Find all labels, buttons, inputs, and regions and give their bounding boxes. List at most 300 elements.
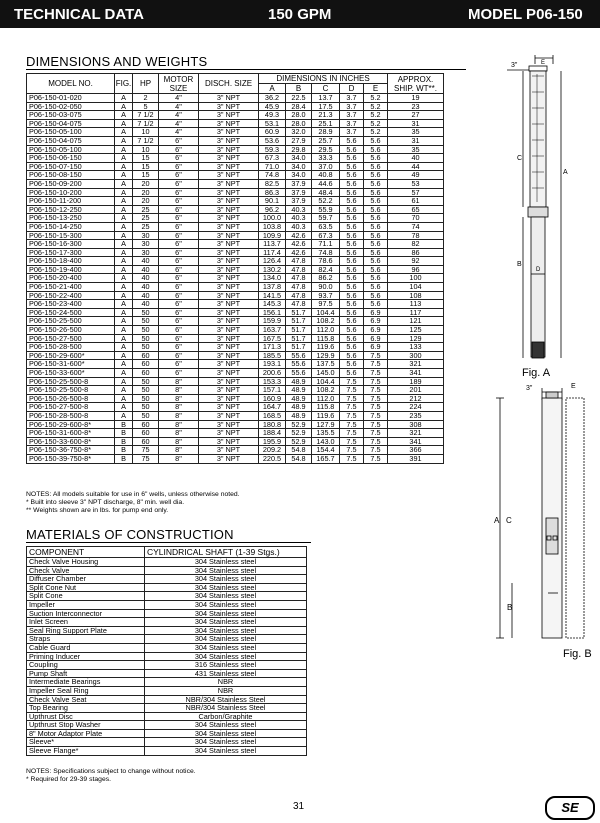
table-cell: 36.2 — [259, 94, 286, 103]
table-cell: A — [115, 274, 133, 283]
table-cell: P06-150-14-250 — [27, 222, 115, 231]
table-cell: 35 — [388, 128, 444, 137]
table-cell: 304 Stainless steel — [145, 600, 307, 609]
table-cell: P06-150-21-400 — [27, 283, 115, 292]
table-cell: 5.6 — [364, 240, 388, 249]
table-cell: 6" — [159, 136, 199, 145]
table-cell: 28.4 — [286, 102, 312, 111]
table-cell: P06-150-31-600-8* — [27, 429, 115, 438]
table-cell: 4" — [159, 111, 199, 120]
table-cell: 3" NPT — [199, 119, 259, 128]
table-row — [27, 600, 307, 609]
table-cell: 50 — [133, 411, 159, 420]
table-cell: P06-150-08-150 — [27, 171, 115, 180]
dimensions-notes — [26, 491, 240, 515]
table-cell: 23 — [388, 102, 444, 111]
table-cell: 5.2 — [364, 94, 388, 103]
table-cell: 126.4 — [259, 257, 286, 266]
table-cell: 6" — [159, 248, 199, 257]
table-cell: NBR/304 Stainless Steel — [145, 704, 307, 713]
table-cell: 50 — [133, 377, 159, 386]
table-cell: 50 — [133, 386, 159, 395]
table-cell: 50 — [133, 334, 159, 343]
table-cell: 34.0 — [286, 171, 312, 180]
table-cell: 34.0 — [286, 162, 312, 171]
table-row — [27, 334, 444, 343]
table-cell: 5.6 — [340, 222, 364, 231]
table-cell: A — [115, 111, 133, 120]
table-row — [27, 429, 444, 438]
table-cell: P06-150-05-100 — [27, 145, 115, 154]
table-cell: 5.6 — [340, 214, 364, 223]
table-cell: P06-150-11-200 — [27, 197, 115, 206]
table-row — [27, 265, 444, 274]
table-cell: 3" NPT — [199, 446, 259, 455]
table-row — [27, 222, 444, 231]
table-row — [27, 111, 444, 120]
table-cell: 97.5 — [312, 300, 340, 309]
table-cell: 61 — [388, 197, 444, 206]
table-cell: 3.7 — [340, 111, 364, 120]
table-cell: 51.7 — [286, 334, 312, 343]
table-cell: 5.6 — [364, 154, 388, 163]
table-cell: 20 — [133, 188, 159, 197]
table-cell: 52.9 — [286, 437, 312, 446]
fig-a-label: Fig. A — [522, 367, 551, 379]
table-cell: 7.5 — [364, 360, 388, 369]
table-cell: P06-150-09-200 — [27, 179, 115, 188]
table-cell: 60 — [133, 369, 159, 378]
table-cell: 224 — [388, 403, 444, 412]
table-cell: P06-150-23-400 — [27, 300, 115, 309]
table-cell: 3" NPT — [199, 231, 259, 240]
col-d: D — [340, 84, 364, 94]
table-row — [27, 661, 307, 670]
table-cell: 304 Stainless steel — [145, 738, 307, 747]
table-cell: 7.5 — [364, 386, 388, 395]
table-cell: 40.3 — [286, 205, 312, 214]
table-cell: 52.9 — [286, 429, 312, 438]
table-cell: 188.4 — [259, 429, 286, 438]
fig-a-3in-label: 3" — [511, 62, 518, 69]
table-cell: 125 — [388, 326, 444, 335]
table-cell: P06-150-17-300 — [27, 248, 115, 257]
table-cell: 30 — [133, 231, 159, 240]
table-cell: Impeller — [27, 600, 145, 609]
table-cell: 137.5 — [312, 360, 340, 369]
table-cell: 100 — [388, 274, 444, 283]
table-cell: 117.4 — [259, 248, 286, 257]
table-cell: 10 — [133, 128, 159, 137]
table-cell: 74.8 — [312, 248, 340, 257]
table-cell: 304 Stainless steel — [145, 652, 307, 661]
table-cell: 167.5 — [259, 334, 286, 343]
table-cell: P06-150-33-600-8* — [27, 437, 115, 446]
table-row — [27, 240, 444, 249]
table-cell: 6" — [159, 283, 199, 292]
table-cell: 6" — [159, 171, 199, 180]
table-cell: 6" — [159, 351, 199, 360]
table-cell: A — [115, 394, 133, 403]
table-cell: 27 — [388, 111, 444, 120]
table-cell: 60 — [133, 420, 159, 429]
table-cell: 7.5 — [364, 377, 388, 386]
table-cell: Suction Interconnector — [27, 609, 145, 618]
table-cell: 153.3 — [259, 377, 286, 386]
table-cell: 8" Motor Adaptor Plate — [27, 729, 145, 738]
table-cell: 6" — [159, 162, 199, 171]
table-cell: 13.7 — [312, 94, 340, 103]
table-cell: A — [115, 145, 133, 154]
table-cell: 5.6 — [340, 334, 364, 343]
table-cell: 220.5 — [259, 454, 286, 463]
table-cell: 42.6 — [286, 240, 312, 249]
table-cell: A — [115, 334, 133, 343]
table-cell: 165.7 — [312, 454, 340, 463]
table-cell: 3" NPT — [199, 179, 259, 188]
table-row — [27, 128, 444, 137]
table-cell: 119.6 — [312, 411, 340, 420]
table-cell: 304 Stainless steel — [145, 609, 307, 618]
dimensions-note: ** Weights shown are in lbs. for pump end only. — [26, 507, 169, 514]
table-cell: 3" NPT — [199, 437, 259, 446]
table-cell: 40 — [133, 283, 159, 292]
table-cell: 74 — [388, 222, 444, 231]
table-cell: 15 — [133, 171, 159, 180]
table-cell: 8" — [159, 377, 199, 386]
table-cell: Sleeve Flange* — [27, 747, 145, 756]
table-cell: 51.7 — [286, 326, 312, 335]
table-row — [27, 300, 444, 309]
table-cell: 5.6 — [340, 265, 364, 274]
table-cell: 40.3 — [286, 214, 312, 223]
fig-b-label: Fig. B — [563, 648, 592, 660]
table-cell: 75 — [133, 454, 159, 463]
table-cell: 17.5 — [312, 102, 340, 111]
table-cell: 7.5 — [340, 386, 364, 395]
table-row — [27, 343, 444, 352]
table-cell: 25 — [133, 214, 159, 223]
table-cell: 3" NPT — [199, 274, 259, 283]
table-cell: 96.2 — [259, 205, 286, 214]
table-cell: 90.1 — [259, 197, 286, 206]
table-cell: 5.6 — [364, 145, 388, 154]
table-cell: 78.6 — [312, 257, 340, 266]
table-cell: 40 — [133, 265, 159, 274]
table-cell: 3" NPT — [199, 326, 259, 335]
table-cell: 5.6 — [340, 283, 364, 292]
table-cell: 48.4 — [312, 188, 340, 197]
table-row — [27, 360, 444, 369]
table-cell: 6" — [159, 205, 199, 214]
table-cell: Check Valve Seat — [27, 695, 145, 704]
table-cell: 5.6 — [340, 197, 364, 206]
table-cell: 25 — [133, 222, 159, 231]
table-cell: 48.9 — [286, 394, 312, 403]
table-cell: 304 Stainless steel — [145, 558, 307, 567]
fig-b-3in-label: 3" — [526, 385, 533, 392]
table-cell: A — [115, 343, 133, 352]
table-cell: P06-150-15-300 — [27, 231, 115, 240]
table-cell: 5.6 — [364, 274, 388, 283]
col-model: MODEL NO. — [27, 74, 115, 94]
table-row — [27, 592, 307, 601]
table-cell: 3" NPT — [199, 154, 259, 163]
table-cell: 8" — [159, 437, 199, 446]
table-cell: 5.6 — [340, 205, 364, 214]
table-cell: 3" NPT — [199, 162, 259, 171]
table-cell: 304 Stainless steel — [145, 566, 307, 575]
table-cell: P06-150-29-600-8* — [27, 420, 115, 429]
table-cell: Check Valve — [27, 566, 145, 575]
table-cell: 3.7 — [340, 128, 364, 137]
table-row — [27, 626, 307, 635]
table-cell: 235 — [388, 411, 444, 420]
table-cell: 3" NPT — [199, 171, 259, 180]
table-cell: 10 — [133, 145, 159, 154]
table-cell: A — [115, 231, 133, 240]
table-cell: 3" NPT — [199, 377, 259, 386]
table-cell: 82 — [388, 240, 444, 249]
table-cell: 108.2 — [312, 317, 340, 326]
table-cell: P06-150-26-500 — [27, 326, 115, 335]
table-row — [27, 145, 444, 154]
table-cell: P06-150-25-500-8 — [27, 377, 115, 386]
table-cell: 145.3 — [259, 300, 286, 309]
table-cell: 48.9 — [286, 403, 312, 412]
table-cell: P06-150-01-020 — [27, 94, 115, 103]
table-cell: 44 — [388, 162, 444, 171]
table-cell: 71.0 — [259, 162, 286, 171]
table-cell: 6" — [159, 317, 199, 326]
table-row — [27, 377, 444, 386]
table-cell: 113.7 — [259, 240, 286, 249]
table-cell: 3" NPT — [199, 454, 259, 463]
table-cell: 5.6 — [364, 283, 388, 292]
table-cell: 7 1/2 — [133, 111, 159, 120]
table-cell: A — [115, 291, 133, 300]
dimensions-note: * Built into sleeve 3" NPT discharge, 8" min. well dia. — [26, 499, 185, 506]
table-cell: 3" NPT — [199, 240, 259, 249]
table-cell: 45.9 — [259, 102, 286, 111]
table-cell: 6.9 — [364, 334, 388, 343]
table-cell: A — [115, 240, 133, 249]
table-cell: 300 — [388, 351, 444, 360]
table-cell: 304 Stainless steel — [145, 721, 307, 730]
table-cell: 47.8 — [286, 291, 312, 300]
table-cell: 52.2 — [312, 197, 340, 206]
table-cell: 7.5 — [340, 411, 364, 420]
table-cell: 5.2 — [364, 119, 388, 128]
table-cell: 3" NPT — [199, 248, 259, 257]
table-cell: 8" — [159, 386, 199, 395]
header-model: MODEL P06-150 — [468, 6, 583, 23]
table-cell: 8" — [159, 403, 199, 412]
table-cell: Carbon/Graphite — [145, 712, 307, 721]
table-cell: 8" — [159, 454, 199, 463]
table-cell: 7.5 — [364, 446, 388, 455]
table-cell: 50 — [133, 394, 159, 403]
table-cell: 20 — [133, 197, 159, 206]
table-cell: 5.6 — [340, 360, 364, 369]
table-cell: 143.0 — [312, 437, 340, 446]
fig-b-a-label: A — [494, 516, 500, 525]
table-cell: 121 — [388, 317, 444, 326]
table-cell: 5.6 — [364, 300, 388, 309]
table-cell: P06-150-03-075 — [27, 111, 115, 120]
table-cell: 5.6 — [340, 300, 364, 309]
table-cell: 3" NPT — [199, 145, 259, 154]
table-cell: P06-150-27-500 — [27, 334, 115, 343]
table-cell: 34.0 — [286, 154, 312, 163]
table-cell: 200.6 — [259, 369, 286, 378]
table-cell: A — [115, 128, 133, 137]
table-cell: Upthrust Stop Washer — [27, 721, 145, 730]
table-cell: 5.6 — [364, 222, 388, 231]
table-cell: 82.5 — [259, 179, 286, 188]
table-cell: 5.6 — [340, 188, 364, 197]
table-cell: 341 — [388, 437, 444, 446]
page-number: 31 — [293, 801, 305, 812]
table-cell: 3" NPT — [199, 222, 259, 231]
table-row — [27, 205, 444, 214]
table-cell: 54.8 — [286, 454, 312, 463]
table-cell: 6" — [159, 265, 199, 274]
table-cell: 28.0 — [286, 111, 312, 120]
table-cell: 321 — [388, 429, 444, 438]
table-cell: 86 — [388, 248, 444, 257]
table-cell: 6" — [159, 334, 199, 343]
table-cell: 5.6 — [364, 136, 388, 145]
header-bar — [0, 0, 600, 28]
table-row — [27, 729, 307, 738]
table-cell: 40 — [388, 154, 444, 163]
materials-note: NOTES: Specifications subject to change without notice. — [26, 768, 196, 775]
table-cell: 50 — [133, 403, 159, 412]
table-row — [27, 558, 307, 567]
dimensions-table — [26, 73, 444, 464]
table-cell: 21.3 — [312, 111, 340, 120]
table-cell: P06-150-20-400 — [27, 274, 115, 283]
fig-a-b-label: B — [517, 261, 522, 268]
table-row — [27, 618, 307, 627]
table-cell: 37.9 — [286, 188, 312, 197]
table-cell: P06-150-25-500-8 — [27, 386, 115, 395]
table-cell: 47.8 — [286, 283, 312, 292]
table-cell: 96 — [388, 265, 444, 274]
table-cell: 47.8 — [286, 274, 312, 283]
table-cell: 5.2 — [364, 111, 388, 120]
table-cell: 7.5 — [364, 403, 388, 412]
table-cell: 180.8 — [259, 420, 286, 429]
table-cell: 40.8 — [312, 171, 340, 180]
table-cell: 60 — [133, 351, 159, 360]
table-cell: 63.5 — [312, 222, 340, 231]
table-cell: P06-150-16-300 — [27, 240, 115, 249]
table-cell: 5.6 — [364, 248, 388, 257]
table-row — [27, 162, 444, 171]
table-cell: 3" NPT — [199, 411, 259, 420]
fig-b-e-label: E — [571, 383, 576, 390]
col-motor: MOTOR SIZE — [159, 74, 199, 94]
table-cell: 78 — [388, 231, 444, 240]
table-cell: 6" — [159, 343, 199, 352]
table-cell: 15 — [133, 154, 159, 163]
table-cell: 37.9 — [286, 179, 312, 188]
col-dims: DIMENSIONS IN INCHES — [259, 74, 388, 84]
table-cell: 53 — [388, 179, 444, 188]
table-cell: 42.6 — [286, 231, 312, 240]
table-cell: 29.8 — [286, 145, 312, 154]
table-row — [27, 326, 444, 335]
table-cell: 3" NPT — [199, 205, 259, 214]
table-cell: A — [115, 403, 133, 412]
table-cell: 108 — [388, 291, 444, 300]
table-cell: 33.3 — [312, 154, 340, 163]
table-cell: 164.7 — [259, 403, 286, 412]
table-cell: 6" — [159, 300, 199, 309]
table-cell: 15 — [133, 162, 159, 171]
table-cell: 7.5 — [364, 411, 388, 420]
table-cell: 6.9 — [364, 343, 388, 352]
table-cell: 50 — [133, 308, 159, 317]
table-cell: 5.2 — [364, 128, 388, 137]
table-cell: 49.3 — [259, 111, 286, 120]
table-cell: 3" NPT — [199, 300, 259, 309]
table-cell: 55.9 — [312, 205, 340, 214]
table-cell: 5.6 — [340, 248, 364, 257]
table-cell: 31 — [388, 136, 444, 145]
table-cell: 51.7 — [286, 308, 312, 317]
table-cell: 49 — [388, 171, 444, 180]
table-cell: 40 — [133, 291, 159, 300]
table-cell: 67.3 — [259, 154, 286, 163]
table-cell: 60 — [133, 437, 159, 446]
table-cell: 304 Stainless steel — [145, 626, 307, 635]
table-cell: B — [115, 437, 133, 446]
materials-title: MATERIALS OF CONSTRUCTION — [26, 527, 234, 542]
table-cell: 8" — [159, 446, 199, 455]
table-cell: 48.9 — [286, 411, 312, 420]
col-e: E — [364, 84, 388, 94]
table-cell: 5.6 — [340, 351, 364, 360]
table-cell: A — [115, 154, 133, 163]
table-cell: 51.7 — [286, 343, 312, 352]
table-row — [27, 403, 444, 412]
table-cell: 5.6 — [364, 231, 388, 240]
table-cell: 5.6 — [364, 257, 388, 266]
table-cell: 25 — [133, 205, 159, 214]
table-cell: A — [115, 119, 133, 128]
figure-a-drawing — [495, 52, 595, 382]
table-cell: Inlet Screen — [27, 618, 145, 627]
table-cell: 20 — [133, 179, 159, 188]
table-cell: 3" NPT — [199, 403, 259, 412]
table-cell: 6" — [159, 291, 199, 300]
table-cell: 47.8 — [286, 300, 312, 309]
table-cell: 6" — [159, 240, 199, 249]
table-cell: Seal Ring Support Plate — [27, 626, 145, 635]
table-cell: 5.6 — [340, 145, 364, 154]
table-cell: A — [115, 162, 133, 171]
table-cell: A — [115, 351, 133, 360]
table-cell: 6" — [159, 308, 199, 317]
table-cell: 7.5 — [364, 351, 388, 360]
dimensions-title: DIMENSIONS AND WEIGHTS — [26, 54, 208, 69]
table-cell: 3" NPT — [199, 420, 259, 429]
table-cell: P06-150-18-400 — [27, 257, 115, 266]
table-cell: A — [115, 411, 133, 420]
